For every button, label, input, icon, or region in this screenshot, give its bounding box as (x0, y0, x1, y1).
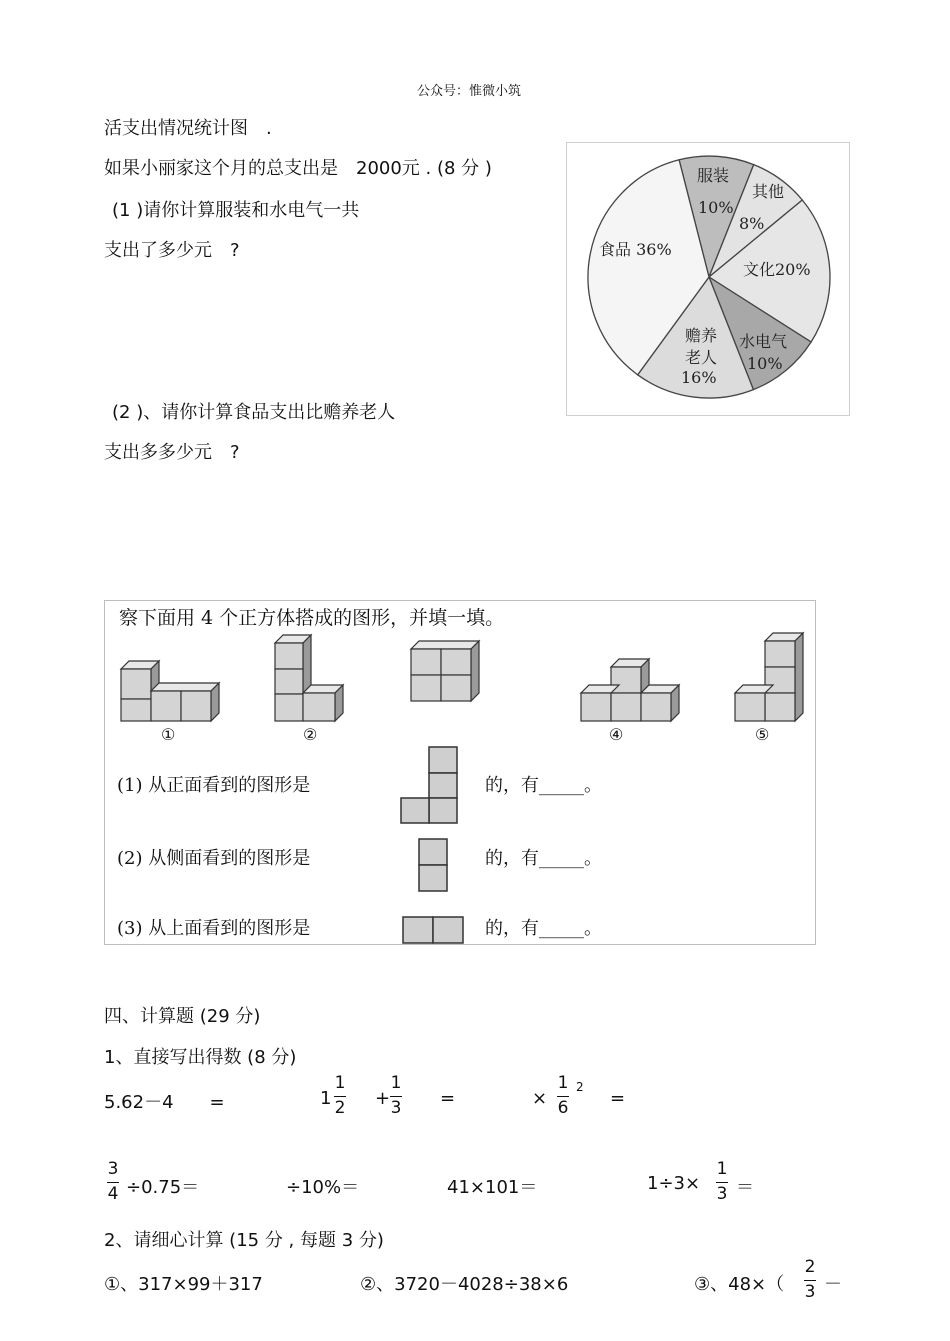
section-4-title: 四、计算题 (29 分) (104, 1006, 261, 1027)
view-question-3-prefix: (3) 从上面看到的图形是 (117, 918, 311, 939)
top-view-drawing (403, 917, 463, 943)
calc-3b: ②、3720－4028÷38×6 (360, 1274, 569, 1295)
header-text: 公众号：惟微小筑 (417, 84, 522, 99)
question-2-line-a: (2 )、请你计算食品支出比赡养老人 (112, 402, 396, 423)
pie-value-utilities: 10% (747, 354, 783, 373)
cube-shape-2 (275, 635, 343, 721)
numerator: 2 (804, 1257, 816, 1277)
cube-figure-title: 察下面用 4 个正方体搭成的图形，并填一填。 (119, 607, 505, 629)
pie-value-clothing: 10% (698, 198, 734, 217)
view-question-1-prefix: (1) 从正面看到的图形是 (117, 775, 311, 796)
numerator: 1 (390, 1073, 402, 1093)
calc-3c: ③、48×（ (694, 1274, 785, 1295)
cube-shape-3 (411, 641, 479, 701)
pie-label-utilities: 水电气 (739, 332, 788, 351)
calc-1c-fraction (557, 1075, 569, 1117)
shape-label-5: ⑤ (755, 725, 770, 744)
cube-shape-4 (581, 659, 679, 721)
calc-1b-equals: = (440, 1088, 456, 1109)
cube-shape-5 (735, 633, 803, 721)
calc-1c-superscript: 2 (576, 1080, 584, 1094)
pie-chart-frame (566, 142, 850, 416)
section-4-sub-1: 1、直接写出得数 (8 分) (104, 1047, 297, 1068)
calc-2b: ÷10%＝ (286, 1177, 360, 1198)
calc-3a: ①、317×99＋317 (104, 1274, 263, 1295)
question-1-line-a: (1 )请你计算服装和水电气一共 (112, 200, 360, 221)
question-2-line-b: 支出多多少元 ? (104, 442, 240, 463)
pie-label-elderly-2: 老人 (685, 348, 718, 367)
view-question-1-suffix: 的，有_____。 (485, 775, 602, 796)
shape-label-2: ② (303, 725, 318, 744)
calc-1b-fraction-1 (334, 1075, 346, 1117)
denominator: 3 (390, 1098, 402, 1118)
denominator: 4 (107, 1184, 119, 1204)
calc-2c: 41×101＝ (447, 1177, 538, 1198)
calc-2a-rest: ÷0.75＝ (126, 1177, 200, 1198)
calc-2d-fraction (716, 1161, 728, 1203)
calc-2a-fraction (107, 1161, 119, 1203)
pie-value-culture: 文化20% (743, 260, 811, 279)
shape-label-1: ① (161, 725, 176, 744)
problem-line-1: 活支出情况统计图 . (104, 118, 272, 139)
calc-3c-fraction (804, 1259, 816, 1301)
calc-1b-plus: + (375, 1088, 391, 1109)
numerator: 1 (716, 1159, 728, 1179)
calc-1b-fraction-2 (390, 1075, 402, 1117)
calc-1c-times: × (532, 1088, 548, 1109)
pie-value-food: 食品 36% (599, 240, 672, 259)
denominator: 2 (334, 1098, 346, 1118)
calc-2d-prefix: 1÷3× (647, 1173, 701, 1194)
calc-1b-whole: 1 (320, 1088, 332, 1109)
problem-line-2: 如果小丽家这个月的总支出是 2000元 . (8 分 ) (104, 158, 492, 179)
pie-value-other: 8% (739, 214, 765, 233)
view-question-2-suffix: 的，有_____。 (485, 848, 602, 869)
calc-1c-equals: = (610, 1088, 626, 1109)
pie-label-elderly-1: 赡养 (685, 326, 718, 345)
side-view-drawing (419, 839, 447, 891)
front-view-drawing (401, 747, 457, 823)
denominator: 3 (804, 1282, 816, 1302)
shape-label-4: ④ (609, 725, 624, 744)
calc-2d-equals: ＝ (736, 1177, 754, 1198)
view-question-3-suffix: 的，有_____。 (485, 918, 602, 939)
cube-figure-panel (104, 600, 816, 945)
pie-label-other: 其他 (752, 182, 785, 201)
view-question-2-prefix: (2) 从侧面看到的图形是 (117, 848, 311, 869)
numerator: 1 (334, 1073, 346, 1093)
expense-pie-chart (567, 143, 849, 415)
section-4-sub-2: 2、请细心计算 (15 分 , 每题 3 分) (104, 1230, 384, 1251)
pie-label-clothing: 服装 (697, 166, 730, 185)
calc-1a: 5.62－4 = (104, 1092, 225, 1113)
calc-3c-minus: － (824, 1274, 842, 1295)
denominator: 6 (557, 1098, 569, 1118)
question-1-line-b: 支出了多少元 ? (104, 240, 240, 261)
pie-value-elderly: 16% (681, 368, 717, 387)
numerator: 3 (107, 1159, 119, 1179)
denominator: 3 (716, 1184, 728, 1204)
numerator: 1 (557, 1073, 569, 1093)
cube-shape-1 (121, 661, 219, 721)
